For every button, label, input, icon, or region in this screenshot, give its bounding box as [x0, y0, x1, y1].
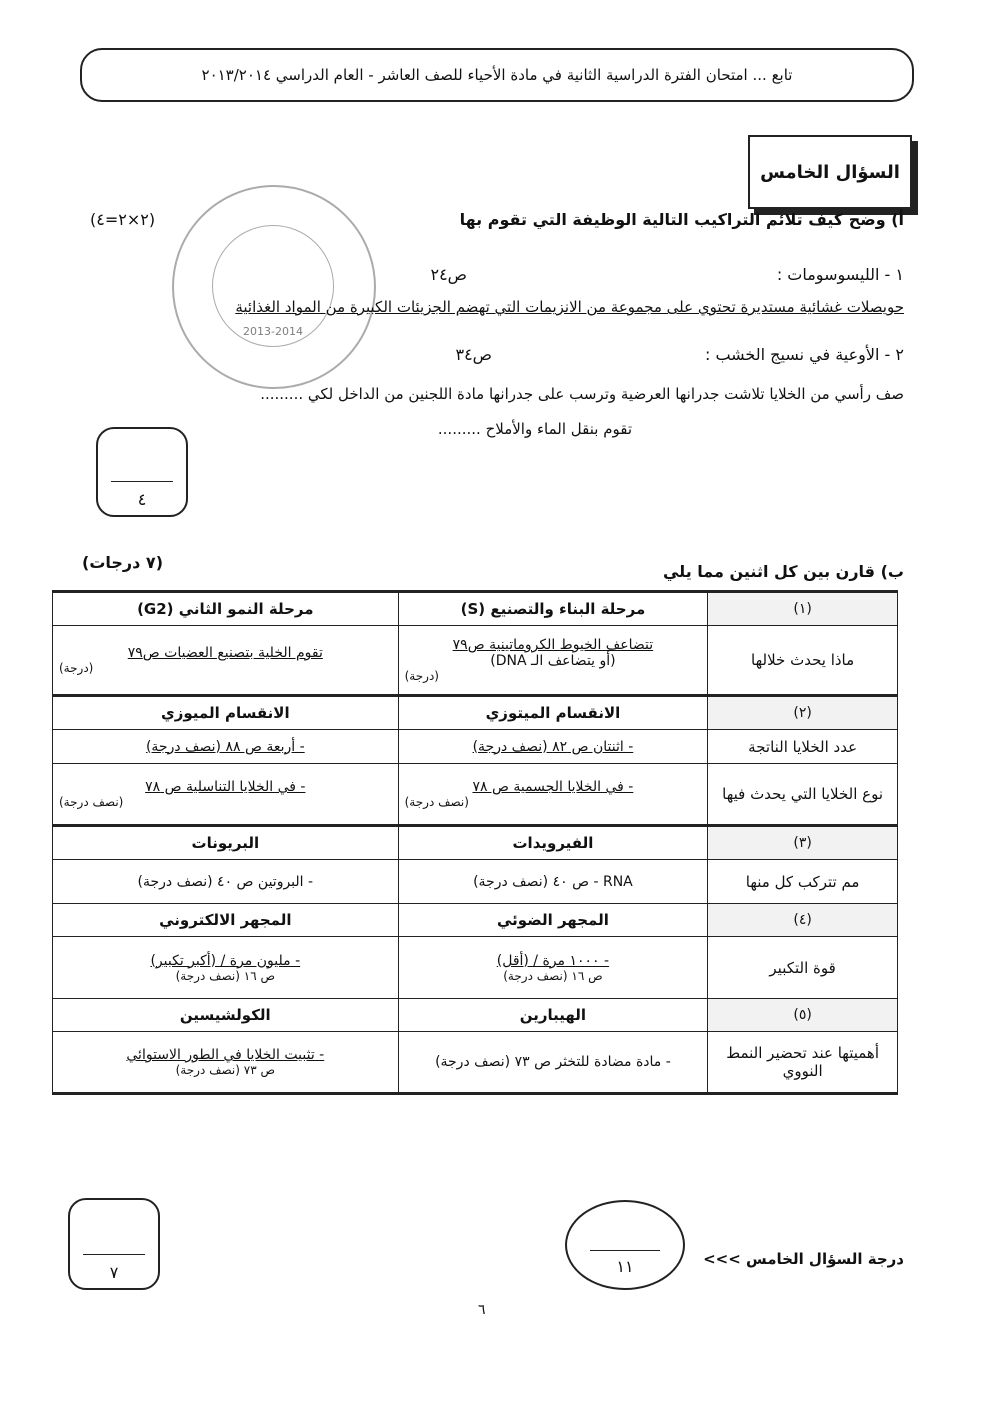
- header-text: تابع ... امتحان الفترة الدراسية الثانية في مادة الأحياء للصف العاشر - العام الدراسي ٢٠١٣/٢٠١٤: [201, 66, 793, 84]
- col-b-value: - مليون مرة / (أكبر تكبير): [150, 952, 301, 969]
- row-label: مم تتركب كل منها: [708, 860, 898, 904]
- table-row: [53, 1032, 898, 1094]
- item1-page: ص٢٤: [430, 265, 467, 284]
- col-b-value: - تثبيت الخلايا في الطور الاستوائي: [126, 1047, 325, 1063]
- item2-title: ٢ - الأوعية في نسيج الخشب :: [704, 345, 904, 364]
- item1-answer: حويصلات غشائية مستديرة تحتوي على مجموعة من الانزيمات التي تهضم الجزيئات الكبيرة من المواد الغذائية: [235, 298, 904, 316]
- col-a-head: الهيبارين: [398, 999, 708, 1032]
- col-b-head: المجهر الالكتروني: [53, 904, 399, 937]
- item1-title: ١ - الليسوسومات :: [776, 265, 904, 284]
- table-row: [53, 592, 898, 626]
- part-b-score: ٧: [109, 1263, 119, 1282]
- table-row: [53, 764, 898, 826]
- col-a-note: ص ١٦ (نصف درجة): [503, 968, 603, 983]
- col-a-value: - في الخلايا الجسمية ص ٧٨: [472, 779, 634, 795]
- col-b-cell: [53, 764, 399, 826]
- col-a-note: (نصف درجة): [404, 795, 469, 809]
- col-a-value: - ١٠٠٠ مرة / (أقل): [496, 952, 610, 969]
- stamp-year: 2013-2014: [243, 325, 303, 338]
- col-b-value: - في الخلايا التناسلية ص ٧٨: [145, 779, 306, 795]
- table-row: [53, 626, 898, 696]
- col-a-cell: [398, 937, 708, 999]
- col-b-value: - البروتين ص ٤٠ (نصف درجة): [53, 860, 399, 904]
- col-a-cell: [398, 764, 708, 826]
- item2-answer-line1: صف رأسي من الخلايا تلاشت جدرانها العرضية وترسب على جدرانها مادة اللجنين من الداخل لكي .........: [260, 385, 904, 403]
- col-a-head: مرحلة البناء والتصنيع (S): [398, 592, 708, 626]
- part-a-score: ٤: [137, 490, 147, 509]
- part-b-prompt: ب) قارن بين كل اثنين مما يلي: [662, 562, 904, 581]
- col-b-value: تقوم الخلية بتصنيع العضيات ص٧٩: [127, 645, 323, 661]
- col-b-value: - أربعة ص ٨٨ (نصف درجة): [53, 730, 399, 764]
- col-a-cell: [398, 626, 708, 696]
- col-b-cell: [53, 1032, 399, 1094]
- item2-page: ص٣٤: [455, 345, 492, 364]
- row-number: (٢): [708, 696, 898, 730]
- table-row: [53, 730, 898, 764]
- row-number: (٣): [708, 826, 898, 860]
- col-a-value: - اثنتان ص ٨٢ (نصف درجة): [398, 730, 708, 764]
- col-b-head: مرحلة النمو الثاني (G2): [53, 592, 399, 626]
- row-number: (٤): [708, 904, 898, 937]
- item2-answer-line2: تقوم بنقل الماء والأملاح .........: [437, 420, 632, 438]
- question-title: السؤال الخامس: [748, 135, 912, 209]
- col-a-note: (درجة): [404, 669, 439, 683]
- part-b-marks: (٧ درجات): [82, 553, 163, 572]
- col-b-cell: [53, 937, 399, 999]
- col-b-note: ص ١٦ (نصف درجة): [175, 968, 275, 983]
- footer-label: درجة السؤال الخامس >>>: [703, 1250, 904, 1268]
- total-divider: [590, 1250, 660, 1251]
- comparison-table: [52, 590, 898, 1095]
- part-a-score-box: [96, 427, 188, 517]
- stamp-emblem: [212, 225, 334, 347]
- col-b-head: الانقسام الميوزي: [53, 696, 399, 730]
- row-label: عدد الخلايا الناتجة: [708, 730, 898, 764]
- exam-header: [80, 48, 914, 102]
- row-label: ماذا يحدث خلالها: [708, 626, 898, 696]
- row-label: نوع الخلايا التي يحدث فيها: [708, 764, 898, 826]
- row-label: أهميتها عند تحضير النمط النووي: [708, 1032, 898, 1094]
- col-a-value2: (أو يتضاعف الـ DNA): [490, 653, 616, 669]
- question-total: ١١: [616, 1257, 634, 1276]
- col-b-note: (درجة): [59, 661, 94, 675]
- col-a-value: تتضاعف الخيوط الكروماتينية ص٧٩: [452, 637, 654, 653]
- row-number: (١): [708, 592, 898, 626]
- part-a-prompt: أ) وضح كيف تلائم التراكيب التالية الوظيفة التي تقوم بها: [459, 210, 904, 229]
- col-b-note: ص ٧٣ (نصف درجة): [175, 1063, 275, 1077]
- table-row: [53, 826, 898, 860]
- col-b-head: البريونات: [53, 826, 399, 860]
- table-row: [53, 860, 898, 904]
- table-row: [53, 904, 898, 937]
- row-number: (٥): [708, 999, 898, 1032]
- part-b-score-box: [68, 1198, 160, 1290]
- page-number: ٦: [478, 1302, 486, 1318]
- col-a-head: الانقسام الميتوزي: [398, 696, 708, 730]
- col-a-head: الفيرويدات: [398, 826, 708, 860]
- table-row: [53, 696, 898, 730]
- col-b-note: (نصف درجة): [59, 795, 124, 809]
- col-b-cell: [53, 626, 399, 696]
- question-total-oval: [565, 1200, 685, 1290]
- col-b-head: الكولشيسين: [53, 999, 399, 1032]
- table-row: [53, 937, 898, 999]
- part-a-marks: (٢×٢=٤): [90, 210, 156, 229]
- col-a-head: المجهر الضوئي: [398, 904, 708, 937]
- table-row: [53, 999, 898, 1032]
- col-a-value: - مادة مضادة للتخثر ص ٧٣ (نصف درجة): [398, 1032, 708, 1094]
- score-divider: [111, 481, 173, 482]
- row-label: قوة التكبير: [708, 937, 898, 999]
- score-divider: [83, 1254, 145, 1255]
- col-a-value: RNA - ص ٤٠ (نصف درجة): [398, 860, 708, 904]
